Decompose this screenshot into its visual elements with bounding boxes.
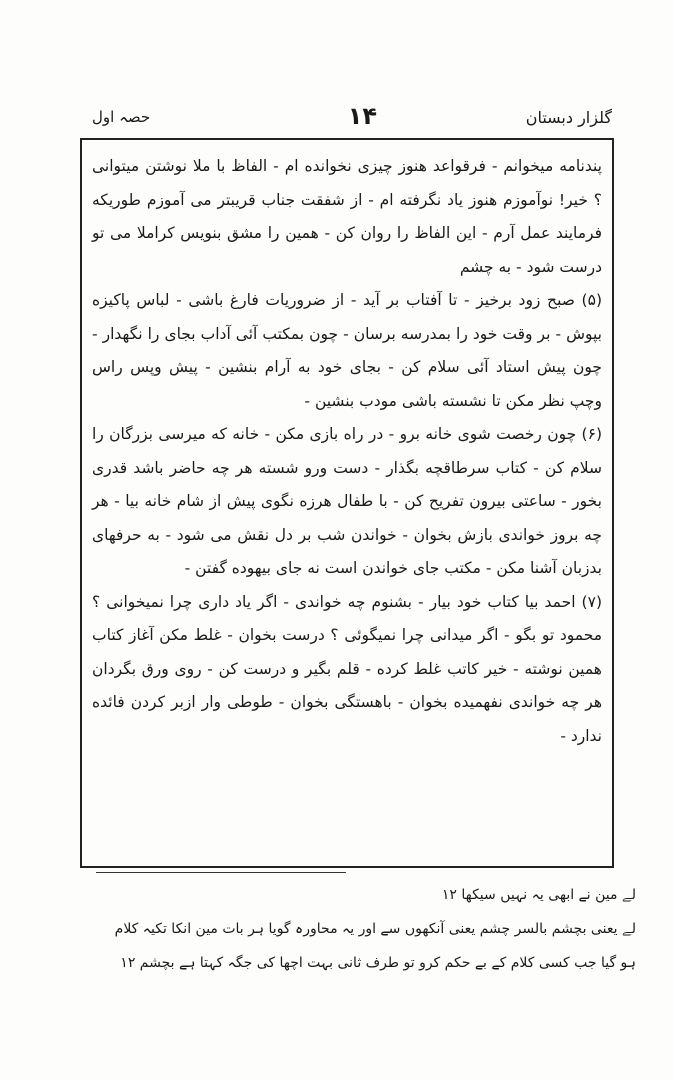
part-label: حصہ اول [92, 108, 151, 126]
paragraph-5: (۵) صبح زود برخیز - تا آفتاب بر آید - از ضروریات فارغ باشی - لباس پاکیزه بپوش - بر وقت خود را بمدرسه برسان - چون بمکتب آئی آداب بجای را نگهدار - چون پیش استاد آئی سلام کن - بجای خود به آرام بنشین - پیش وپس راس وچپ نظر مکن تا نشسته باشی مودب بنشین - [92, 291, 602, 410]
paragraph-7: (۷) احمد بیا کتاب خود بیار - بشنوم چه خواندی - اگر یاد داری چرا نمیخوانی ؟ محمود تو بگو - اگر میدانی چرا نمیگوئی ؟ درست بخوان - غلط مکن آغاز کتاب همین نوشته - خیر کاتب غلط کرده - قلم بگیر و درست کن - روی ورق بگردان هر چه خواندی نفهمیده بخوان - باهستگی بخوان - طوطی وار ازبر کردن فائده ندارد - [92, 592, 602, 745]
footnote-1: ﻟﮯ مین نے ابھی یہ نہیں سیکھا ۱۲ [441, 887, 636, 903]
footnote-divider [96, 872, 346, 873]
main-text [92, 150, 602, 753]
paragraph-intro: پندنامه میخوانم - فرقواعد هنوز چیزی نخوانده ام - الفاظ با ملا نوشتن میتوانی ؟ خیر! نوآموزم هنوز یاد نگرفته ام - از شفقت جناب قریبتر می آموزم طوریکه فرمایند عمل آرم - این الفاظ را روان کن - همین را مشق بنویس کراملا می تو درست شود - به چشم [92, 157, 602, 276]
footnotes [96, 878, 636, 980]
footnote-2: ﻟﮯ یعنی بچشم بالسر چشم یعنی آنکھوں سے اور یہ محاورہ گویا ہر بات مین انکا تکیہ کلام ہو گیا جب کسی کلام کے بے حکم کرو تو طرف ثانی بہت اچھا کی جگہ کہتا ہے بچشم ۱۲ [114, 921, 636, 971]
book-title: گلزار دبستان [525, 108, 612, 127]
page-number: ۱۴ [347, 102, 377, 130]
paragraph-6: (۶) چون رخصت شوی خانه برو - در راه بازی مکن - خانه که میرسی بزرگان را سلام کن - کتاب سرطاقچه بگذار - دست ورو شسته هر چه حاضر باشد قدری بخور - ساعتی بیرون تفریح کن - با طفال هرزه نگوی پیش از شام خانه بیا - هر چه بروز خواندی بازش بخوان - خواندن شب بر دل نقش می شود - به حرفهای بدزبان آشنا مکن - مکتب جای خواندن است نه جای بیهوده گفتن - [92, 425, 602, 577]
